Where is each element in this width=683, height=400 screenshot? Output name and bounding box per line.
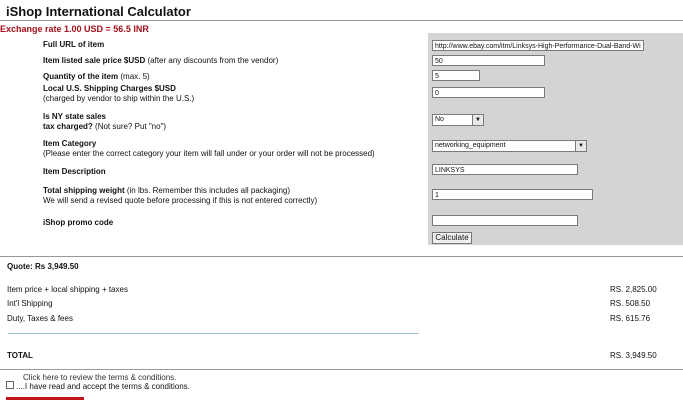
category-label: Item Category (Please enter the correct category your item will fall under or your order will not be processed)	[43, 139, 375, 158]
description-label: Item Description	[43, 167, 106, 176]
title-divider	[0, 20, 683, 21]
page-title: iShop International Calculator	[6, 4, 191, 19]
price-input[interactable]: 50	[432, 55, 545, 66]
tax-select-value: No	[435, 116, 444, 123]
description-input[interactable]: LINKSYS	[432, 164, 578, 175]
quote-row-label: Duty, Taxes & fees	[7, 314, 73, 323]
weight-label: Total shipping weight (in lbs. Remember this includes all packaging) We will send a revised quote before processing if this is not entered correctly)	[43, 186, 318, 205]
url-input[interactable]: http://www.ebay.com/itm/Linksys-High-Performance-Dual-Band-Wi	[432, 40, 644, 51]
terms-checkbox[interactable]	[6, 381, 14, 389]
quote-row-value: RS. 508.50	[610, 299, 651, 308]
terms-accept-label: ....I have read and accept the terms & conditions.	[16, 382, 190, 391]
quote-panel	[0, 256, 683, 370]
chevron-down-icon: ▼	[472, 115, 483, 125]
quote-row-label: Item price + local shipping + taxes	[7, 285, 128, 294]
quote-row-label: Int'l Shipping	[7, 299, 53, 308]
quantity-label: Quantity of the item (max. 5)	[43, 72, 150, 81]
category-select-value: networking_equipment	[435, 142, 506, 149]
category-select[interactable]	[432, 140, 587, 152]
total-label: TOTAL	[7, 351, 33, 360]
quote-row-value: RS. 2,825.00	[610, 285, 657, 294]
terms-link[interactable]: Click here to review the terms & conditions.	[23, 373, 177, 382]
tax-label: Is NY state sales tax charged? (Not sure? Put "no")	[43, 112, 167, 131]
quote-title: Quote: Rs 3,949.50	[7, 262, 79, 271]
total-value: RS. 3,949.50	[610, 351, 657, 360]
weight-input[interactable]: 1	[432, 189, 593, 200]
url-label: Full URL of item	[43, 40, 105, 49]
quote-divider	[8, 333, 419, 334]
calculate-button[interactable]: Calculate	[432, 232, 472, 244]
quantity-input[interactable]: 5	[432, 70, 480, 81]
shipping-label: Local U.S. Shipping Charges $USD (charged by vendor to ship within the U.S.)	[43, 84, 195, 103]
tax-select[interactable]	[432, 114, 484, 126]
promo-input[interactable]	[432, 215, 578, 226]
shipping-input[interactable]: 0	[432, 87, 545, 98]
promo-label: iShop promo code	[43, 218, 114, 227]
price-label: Item listed sale price $USD (after any discounts from the vendor)	[43, 56, 279, 65]
exchange-rate: Exchange rate 1.00 USD = 56.5 INR	[0, 24, 149, 34]
chevron-down-icon: ▼	[575, 141, 586, 151]
quote-row-value: RS. 615.76	[610, 314, 651, 323]
